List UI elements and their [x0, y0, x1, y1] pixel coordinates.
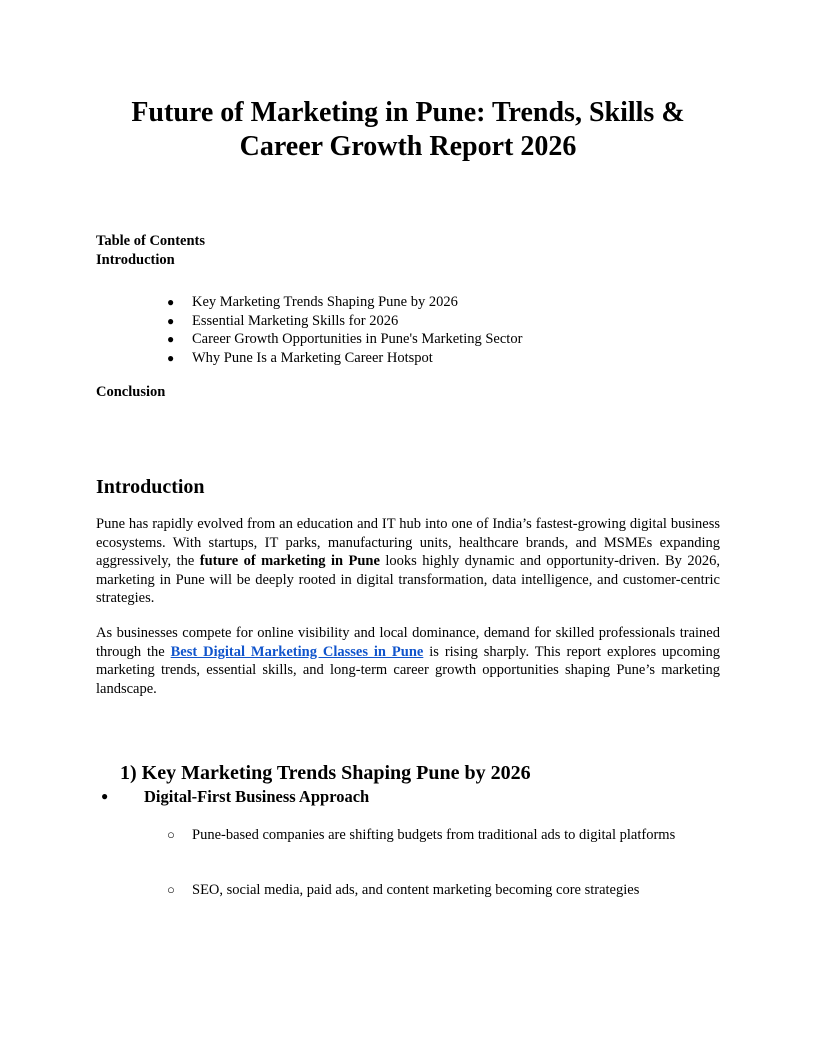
bullet-icon: ●: [167, 313, 175, 328]
introduction-paragraph-2: As businesses compete for online visibility and local dominance, demand for skilled professionals trained through the Best Digital Marketing Classes in Pune is rising sharply. This report explores upcoming marketing trends, essential skills, and long-term career growth opportunities shaping Pune’s marketing landscape.: [96, 625, 721, 697]
bullet-icon: ●: [167, 295, 175, 309]
toc-item: ● Essential Marketing Skills for 2026: [167, 312, 399, 329]
page-title: [96, 96, 720, 164]
bullet-icon: ●: [101, 789, 109, 803]
introduction-heading: Introduction: [96, 476, 205, 498]
toc-list: [0, 293, 522, 367]
toc-introduction-label: Introduction: [96, 252, 175, 268]
bold-phrase: future of marketing in Pune: [199, 553, 380, 569]
bullet-icon: ●: [167, 350, 175, 365]
document-page: Future of Marketing in Pune: Trends, Skills & Career Growth Report 2026 Table of Contents Introduction ● Key Marketing Trends Shaping Pune by 2026 ● Essential Marketing Skills for 2026 ● Career Growth Opportunities in Pune's Marketing Sector ● Why Pune Is a Marketing Career Hotspot Conclusion Introduction Pune has rapidly evolved from an education and IT hub into one of India’s fastest-growing digital business ecosystems. With startups, IT parks, manufacturing units, healthcare brands, and MSMEs expanding aggressively, the future of marketing in Pune looks highly dynamic and opportunity-driven. By 2026, marketing in Pune will be deeply rooted in digital transformation, data intelligence, and customer-centric strategies. As businesses compete for online visibility and local dominance, demand for skilled professionals trained through the Best Digital Marketing Classes in Pune is rising sharply. This report explores upcoming marketing trends, essential skills, and long-term career growth opportunities shaping Pune’s marketing landscape. 1) Key Marketing Trends Shaping Pune by 2026 ● Digital-First Business Approach ○ Pune-based companies are shifting budgets from traditional ads to digital platforms ○ SEO, social media, paid ads, and content marketing becoming core strategies: [0, 0, 816, 1056]
circle-bullet-icon: ○: [167, 882, 175, 897]
toc-conclusion-label: Conclusion: [96, 384, 166, 400]
introduction-paragraph-1: Pune has rapidly evolved from an education and IT hub into one of India’s fastest-growing digital business ecosystems. With startups, IT parks, manufacturing units, healthcare brands, and MSMEs expanding aggressively, the future of marketing in Pune looks highly dynamic and opportunity-driven. By 2026, marketing in Pune will be deeply rooted in digital transformation, data intelligence, and customer-centric strategies.: [96, 516, 720, 606]
title-line-1: Future of Marketing in Pune: Trends, Skills &: [131, 97, 685, 128]
circle-bullet-icon: ○: [167, 827, 175, 842]
section-1-heading: 1) Key Marketing Trends Shaping Pune by 2026: [120, 762, 531, 784]
title-line-2: Career Growth Report 2026: [239, 131, 577, 162]
bullet-icon: ●: [167, 332, 175, 346]
toc-heading: Table of Contents: [96, 233, 206, 249]
toc-item: ● Why Pune Is a Marketing Career Hotspot: [167, 349, 433, 366]
toc-item: ● Career Growth Opportunities in Pune's Marketing Sector: [167, 331, 523, 347]
toc-item: ● Key Marketing Trends Shaping Pune by 2026: [167, 294, 458, 310]
digital-marketing-classes-link[interactable]: Best Digital Marketing Classes in Pune: [170, 643, 424, 660]
